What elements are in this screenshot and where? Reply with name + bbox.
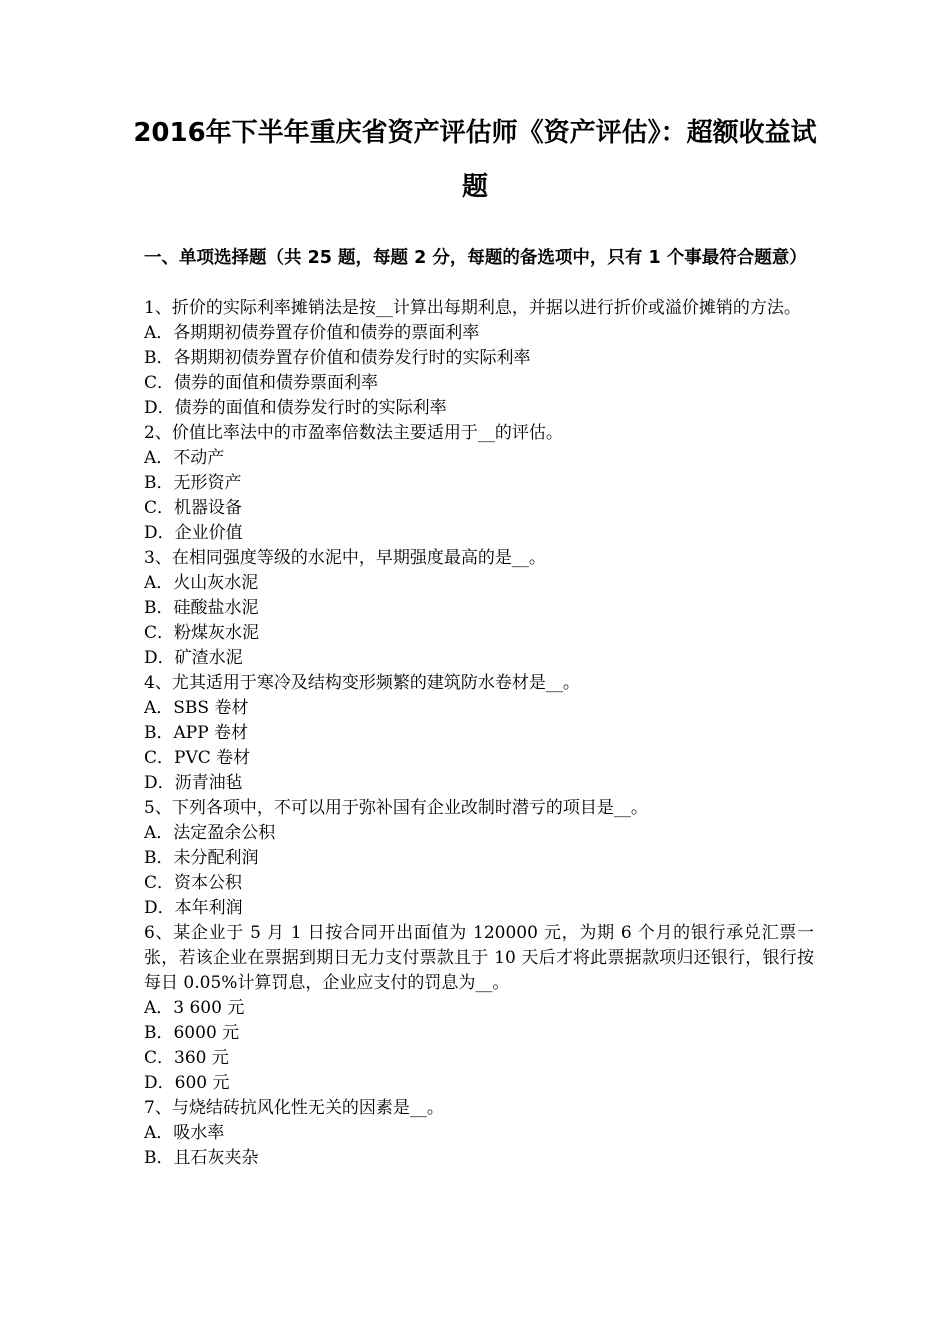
question-7-option-b: B．且石灰夹杂	[144, 1148, 259, 1168]
question-2-option-b: B．无形资产	[144, 473, 242, 493]
question-5-option-a: A．法定盈余公积	[144, 823, 276, 843]
question-6-option-d: D．600 元	[144, 1073, 230, 1093]
question-6-option-a: A．3 600 元	[144, 998, 245, 1018]
question-3-option-b: B．硅酸盐水泥	[144, 598, 259, 618]
question-1-option-c: C．债券的面值和债券票面利率	[144, 373, 379, 393]
question-list	[144, 296, 814, 1171]
question-5-option-d: D．本年利润	[144, 898, 243, 918]
question-6-option-c: C．360 元	[144, 1048, 229, 1068]
question-3-option-d: D．矿渣水泥	[144, 648, 243, 668]
question-2-option-c: C．机器设备	[144, 498, 243, 518]
question-6-option-b: B．6000 元	[144, 1023, 240, 1043]
question-3-option-c: C．粉煤灰水泥	[144, 623, 260, 643]
question-1-option-d: D．债券的面值和债券发行时的实际利率	[144, 398, 447, 418]
question-4-option-c: C．PVC 卷材	[144, 748, 251, 768]
question-2-option-d: D．企业价值	[144, 523, 243, 543]
question-1-option-b: B．各期期初债券置存价值和债券发行时的实际利率	[144, 348, 531, 368]
question-4-option-d: D．沥青油毡	[144, 773, 243, 793]
question-stem-5: 5、下列各项中，不可以用于弥补国有企业改制时潜亏的项目是__。	[144, 798, 648, 818]
question-7-option-a: A．吸水率	[144, 1123, 225, 1143]
question-stem-4: 4、尤其适用于寒冷及结构变形频繁的建筑防水卷材是__。	[144, 673, 580, 693]
question-stem-6: 6、某企业于 5 月 1 日按合同开出面值为 120000 元，为期 6 个月的银行承兑汇票一张，若该企业在票据到期日无力支付票款且于 10 天后才将此票据款项归还银行，银行按每日 0.05%计算罚息，企业应支付的罚息为__。	[144, 923, 814, 993]
question-stem-7: 7、与烧结砖抗风化性无关的因素是__。	[144, 1098, 444, 1118]
question-3-option-a: A．火山灰水泥	[144, 573, 259, 593]
question-2-option-a: A．不动产	[144, 448, 225, 468]
document-title-line-1: 2016年下半年重庆省资产评估师《资产评估》：超额收益试	[133, 118, 817, 148]
question-4-option-b: B．APP 卷材	[144, 723, 249, 743]
document-title-line-2: 题	[461, 172, 488, 202]
question-stem-2: 2、价值比率法中的市盈率倍数法主要适用于__的评估。	[144, 423, 563, 443]
question-4-option-a: A．SBS 卷材	[144, 698, 249, 718]
question-stem-3: 3、在相同强度等级的水泥中，早期强度最高的是__。	[144, 548, 546, 568]
question-5-option-b: B．未分配利润	[144, 848, 259, 868]
question-1-option-a: A．各期期初债券置存价值和债券的票面利率	[144, 323, 480, 343]
question-5-option-c: C．资本公积	[144, 873, 243, 893]
section-heading: 一、单项选择题（共 25 题，每题 2 分，每题的备选项中，只有 1 个事最符合题意）	[144, 248, 807, 268]
question-stem-1: 1、折价的实际利率摊销法是按__计算出每期利息，并据以进行折价或溢价摊销的方法。	[144, 298, 801, 318]
